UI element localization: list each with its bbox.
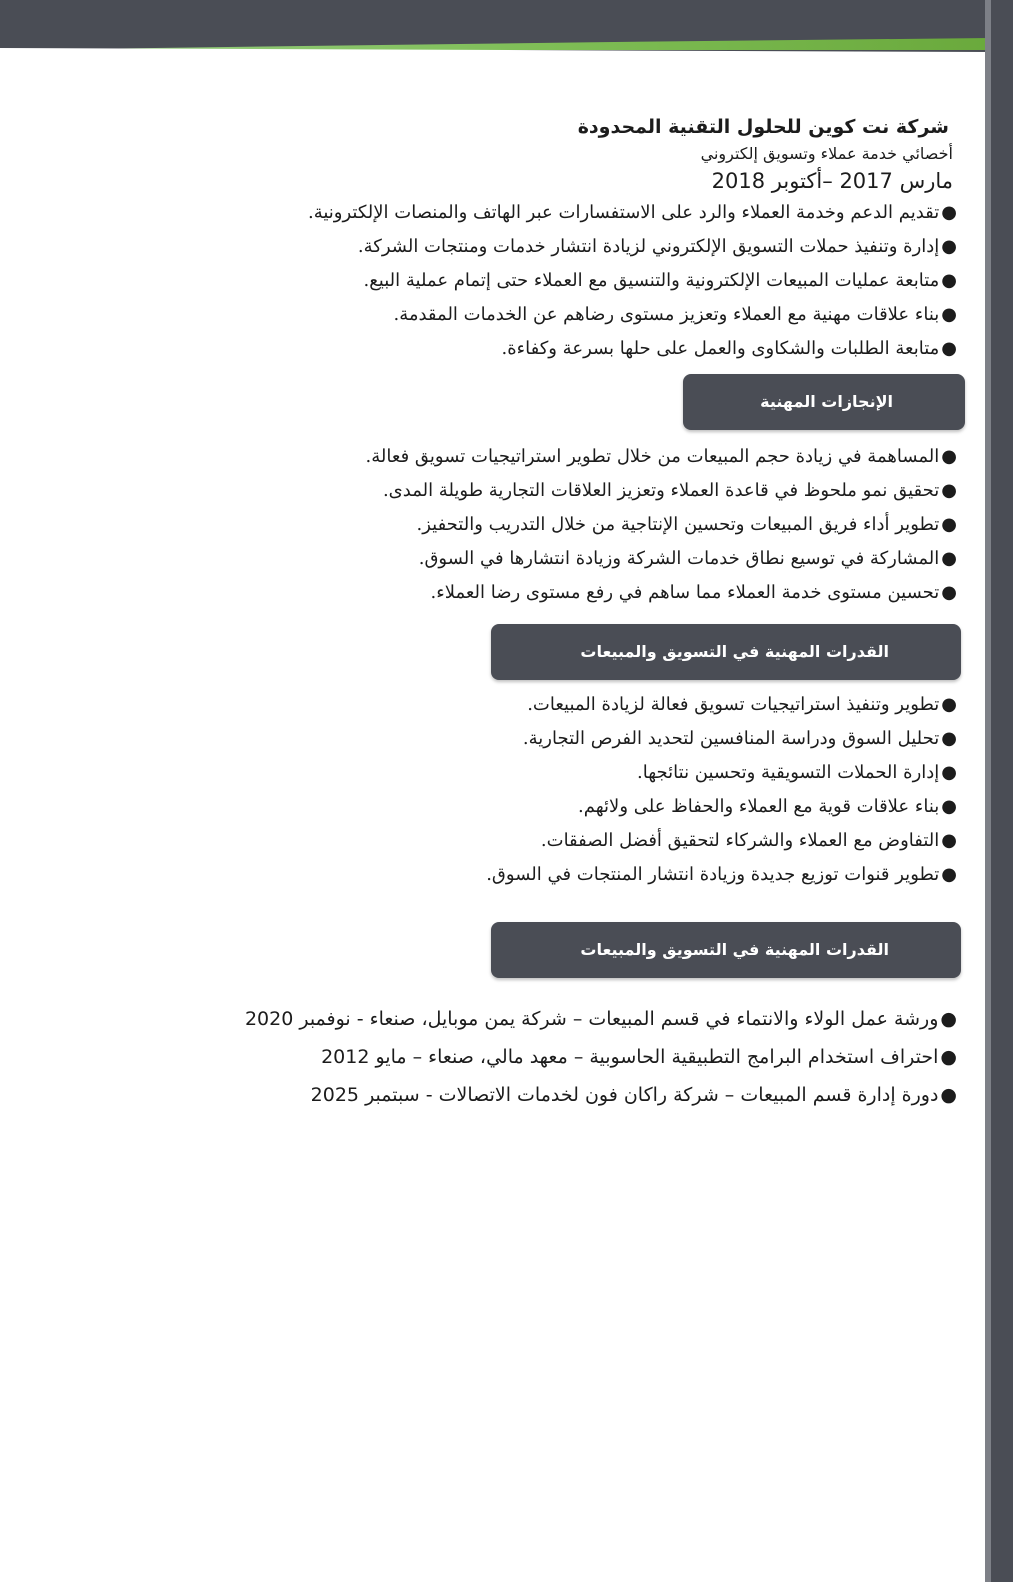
- list-item: ●المشاركة في توسيع نطاق خدمات الشركة وزيادة انتشارها في السوق.: [418, 548, 957, 569]
- courses-list: [30, 1000, 965, 1114]
- bullet-icon: ●: [941, 548, 957, 569]
- bullet-icon: ●: [941, 304, 957, 325]
- bullet-icon: ●: [940, 1046, 957, 1068]
- courses-heading: القدرات المهنية في التسويق والمبيعات: [491, 922, 961, 978]
- bullet-icon: ●: [941, 582, 957, 603]
- bullet-icon: ●: [941, 446, 957, 467]
- skills-list: [30, 688, 965, 892]
- list-item: ●ورشة عمل الولاء والانتماء في قسم المبيعات – شركة يمن موبايل، صنعاء - نوفمبر 2020: [244, 1008, 957, 1030]
- bullet-icon: ●: [941, 480, 957, 501]
- list-item: ●تحسين مستوى خدمة العملاء مما ساهم في رفع مستوى رضا العملاء.: [430, 582, 957, 603]
- list-item: ●تطوير وتنفيذ استراتيجيات تسويق فعالة لزيادة المبيعات.: [527, 694, 957, 715]
- list-item: ●متابعة عمليات المبيعات الإلكترونية والتنسيق مع العملاء حتى إتمام عملية البيع.: [363, 270, 957, 291]
- bullet-icon: ●: [941, 864, 957, 885]
- bullet-icon: ●: [941, 236, 957, 257]
- bullet-icon: ●: [940, 1008, 957, 1030]
- list-item: ●تطوير أداء فريق المبيعات وتحسين الإنتاجية من خلال التدريب والتحفيز.: [416, 514, 957, 535]
- bullet-icon: ●: [941, 728, 957, 749]
- bullet-icon: ●: [941, 830, 957, 851]
- list-item: ●إدارة الحملات التسويقية وتحسين نتائجها.: [637, 762, 957, 783]
- resume-content: [30, 112, 965, 1114]
- bullet-icon: ●: [941, 694, 957, 715]
- list-item: ●تحقيق نمو ملحوظ في قاعدة العملاء وتعزيز العلاقات التجارية طويلة المدى.: [382, 480, 957, 501]
- list-item: ●تطوير قنوات توزيع جديدة وزيادة انتشار المنتجات في السوق.: [486, 864, 957, 885]
- bullet-icon: ●: [941, 796, 957, 817]
- list-item: ●إدارة وتنفيذ حملات التسويق الإلكتروني لزيادة انتشار خدمات ومنتجات الشركة.: [357, 236, 957, 257]
- achievements-list: [30, 440, 965, 610]
- list-item: ●التفاوض مع العملاء والشركاء لتحقيق أفضل الصفقات.: [540, 830, 957, 851]
- skills-heading: القدرات المهنية في التسويق والمبيعات: [491, 624, 961, 680]
- list-item: ●دورة إدارة قسم المبيعات – شركة راكان فون لخدمات الاتصالات - سبتمبر 2025: [310, 1084, 957, 1106]
- list-item: ●احتراف استخدام البرامج التطبيقية الحاسوبية – معهد مالي، صنعاء – مايو 2012: [321, 1046, 957, 1068]
- page-edge: [1013, 0, 1024, 1582]
- list-item: ●بناء علاقات قوية مع العملاء والحفاظ على ولائهم.: [578, 796, 957, 817]
- employment-period: مارس 2017 –أكتوبر 2018: [711, 169, 953, 193]
- bullet-icon: ●: [941, 338, 957, 359]
- bullet-icon: ●: [940, 1084, 957, 1106]
- list-item: ●بناء علاقات مهنية مع العملاء وتعزيز مستوى رضاهم عن الخدمات المقدمة.: [393, 304, 957, 325]
- bullet-icon: ●: [941, 762, 957, 783]
- list-item: ●متابعة الطلبات والشكاوى والعمل على حلها بسرعة وكفاءة.: [501, 338, 957, 359]
- list-item: ●تقديم الدعم وخدمة العملاء والرد على الاستفسارات عبر الهاتف والمنصات الإلكترونية.: [307, 202, 957, 223]
- list-item: ●تحليل السوق ودراسة المنافسين لتحديد الفرص التجارية.: [522, 728, 957, 749]
- list-item: ●المساهمة في زيادة حجم المبيعات من خلال تطوير استراتيجيات تسويق فعالة.: [365, 446, 957, 467]
- bullet-icon: ●: [941, 270, 957, 291]
- achievements-heading: الإنجازات المهنية: [683, 374, 965, 430]
- bullet-icon: ●: [941, 202, 957, 223]
- job-title: أخصائي خدمة عملاء وتسويق إلكتروني: [700, 144, 953, 163]
- duties-list: [30, 196, 965, 366]
- company-name: شركة نت كوين للحلول التقنية المحدودة: [577, 116, 949, 138]
- bullet-icon: ●: [941, 514, 957, 535]
